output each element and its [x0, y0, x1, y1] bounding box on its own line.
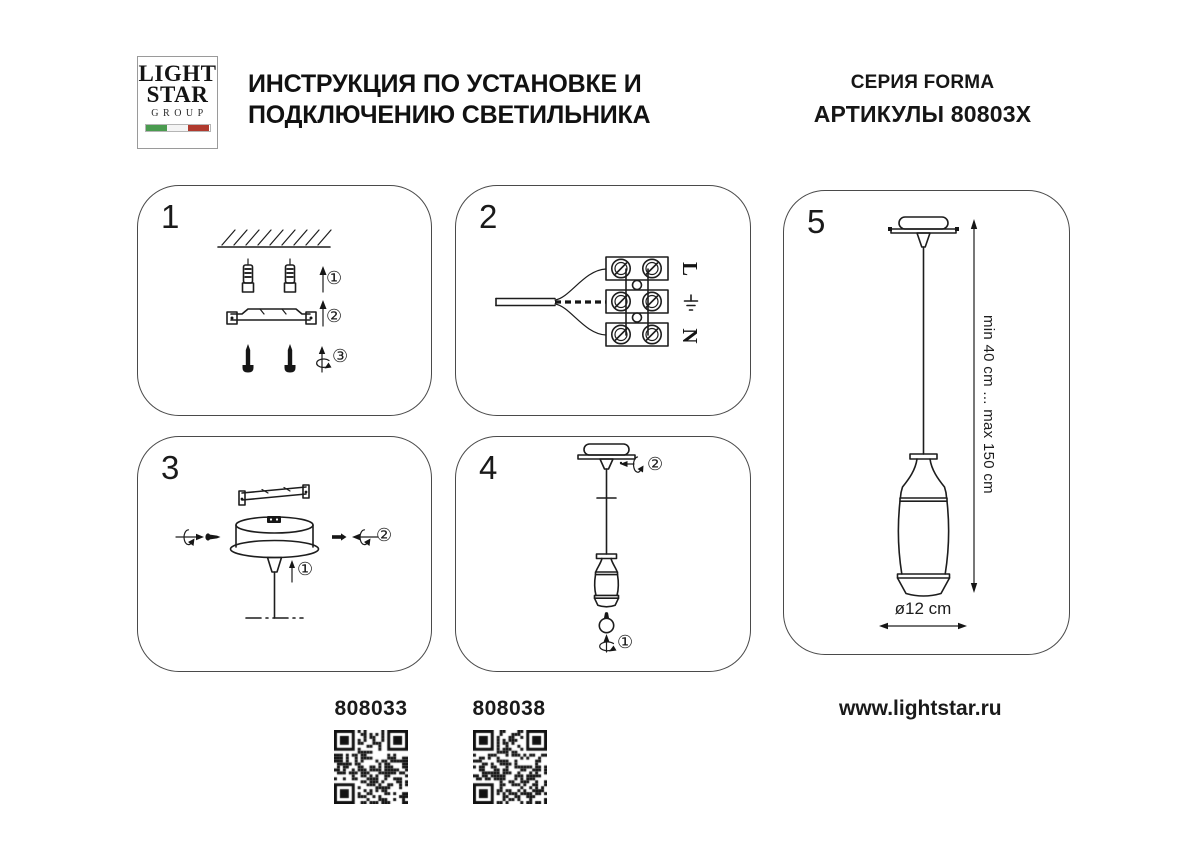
terminal-label-neutral: N [678, 328, 703, 344]
step-marker-2: ② [326, 306, 343, 327]
mounting-bracket-icon [239, 485, 309, 505]
terminal-screw-icon [612, 259, 661, 277]
height-dimension-arrow [971, 219, 977, 593]
rotate-bulb-icon [600, 634, 617, 652]
step-3-illustration [138, 437, 431, 671]
step-marker-2: ② [376, 525, 393, 546]
step-1-number: 1 [161, 198, 180, 235]
terminal-screw-icon [612, 292, 661, 310]
qr-code-right [473, 730, 547, 804]
step-1-illustration [138, 186, 431, 415]
light-bulb-icon [599, 612, 613, 633]
series-name: СЕРИЯ FORMA [850, 72, 995, 93]
flag-white [167, 125, 188, 131]
step-2-panel [455, 185, 751, 416]
terminal-label-live: L [678, 261, 703, 276]
qr-code-left [334, 730, 408, 804]
title-line-2: ПОДКЛЮЧЕНИЮ СВЕТИЛЬНИКА [248, 101, 651, 129]
supply-cable-icon [496, 269, 606, 335]
terminal-block-icon [606, 257, 668, 346]
lightstar-logo [137, 56, 218, 149]
flag-green [146, 125, 167, 131]
series-block [800, 72, 1045, 128]
flag-red [188, 125, 209, 131]
step-1-panel [137, 185, 432, 416]
step-4-illustration [456, 437, 750, 671]
step-5-number: 5 [807, 203, 826, 240]
cord-icon [597, 469, 616, 554]
step-marker-3: ③ [332, 346, 349, 367]
article-number-right: 808038 [472, 697, 546, 720]
step-marker-2: ② [647, 454, 664, 475]
rotate-screw-icon [317, 346, 332, 372]
lamp-shade-icon [898, 454, 950, 596]
website-url: www.lightstar.ru [839, 697, 1002, 720]
step-4-panel [455, 436, 751, 672]
screw-icon [243, 344, 254, 373]
rotate-screw-icon [176, 530, 204, 546]
earth-symbol-icon [685, 295, 698, 310]
articles-code: АРТИКУЛЫ 80803X [813, 101, 1032, 127]
wall-anchor-icon [285, 259, 296, 292]
mounting-bracket-icon [227, 309, 316, 324]
italian-flag [145, 124, 211, 132]
terminal-screw-icon [612, 325, 661, 343]
step-5-illustration [784, 191, 1069, 654]
suspension-range-label: min 40 cm ... max 150 cm [980, 314, 997, 494]
step-2-number: 2 [479, 198, 498, 235]
diameter-label: ø12 cm [894, 599, 952, 618]
title-line-1: ИНСТРУКЦИЯ ПО УСТАНОВКЕ И [248, 70, 642, 98]
ceiling-hatch-icon [218, 230, 331, 247]
lamp-shade-icon [595, 554, 619, 607]
step-marker-1: ① [297, 559, 314, 580]
logo-group: GROUP [151, 108, 208, 119]
rotate-screw-icon [352, 530, 378, 546]
diameter-dimension-arrow [879, 623, 967, 629]
step-3-panel [137, 436, 432, 672]
article-number-left: 808033 [334, 697, 408, 720]
screw-icon [285, 344, 296, 373]
step-2-illustration [456, 186, 750, 415]
step-marker-1: ① [617, 632, 634, 653]
step-3-number: 3 [161, 449, 180, 486]
logo-light: LIGHT [138, 61, 217, 86]
page-title [248, 69, 650, 131]
screw-icon [205, 533, 220, 540]
arrow-up-icon [289, 560, 295, 582]
step-4-number: 4 [479, 449, 498, 486]
screw-icon [332, 533, 347, 540]
wall-anchor-icon [243, 259, 254, 292]
canopy-icon [888, 217, 959, 247]
step-5-panel [783, 190, 1070, 655]
canopy-icon [231, 516, 319, 558]
step-marker-1: ① [326, 268, 343, 289]
logo-star: STAR [146, 82, 209, 107]
